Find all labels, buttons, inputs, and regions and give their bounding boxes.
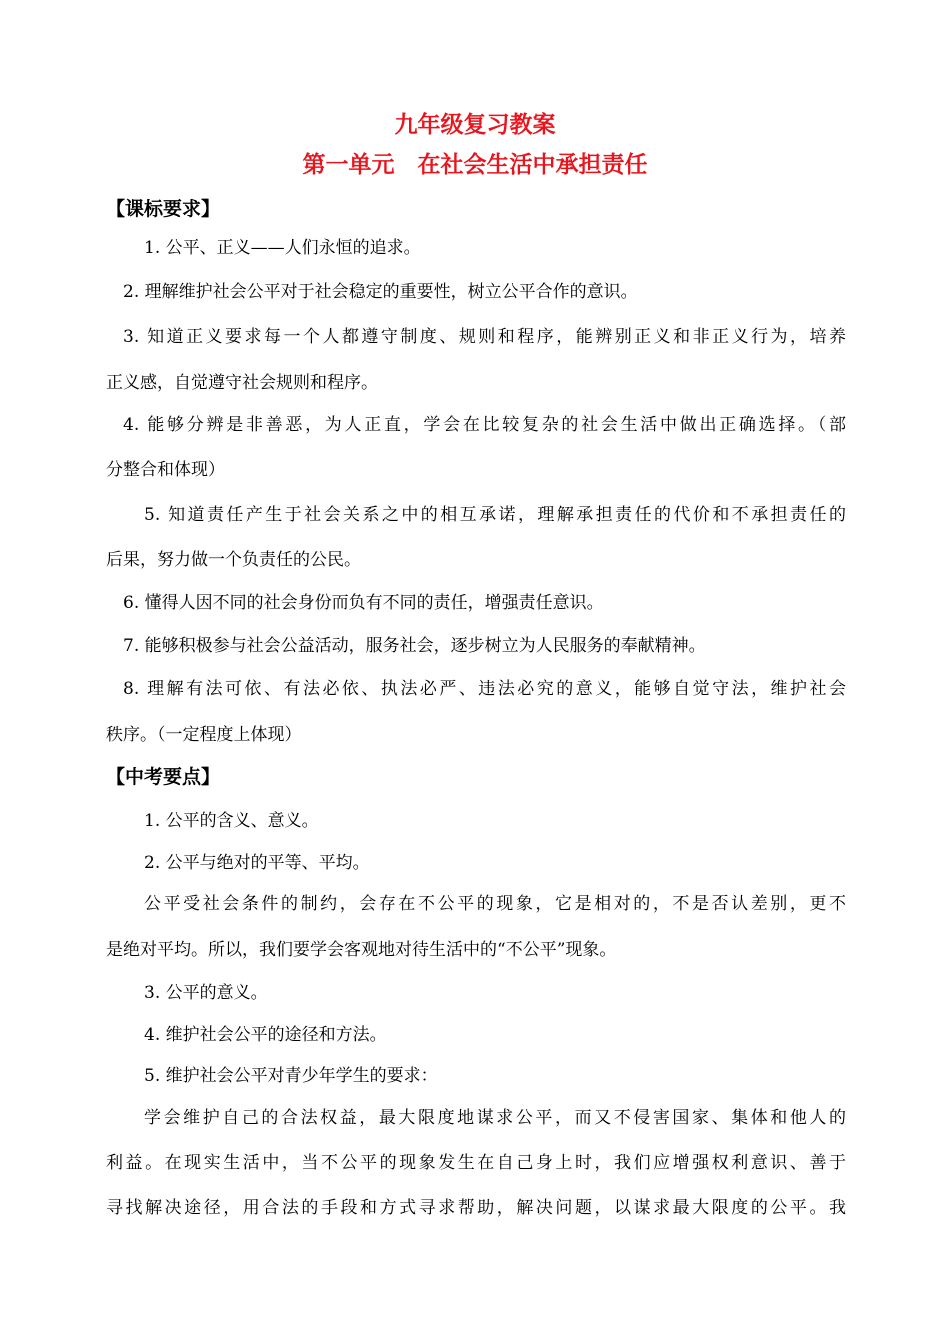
section-heading-exam-points: 【中考要点】 xyxy=(106,766,221,788)
curriculum-item-1: 1. 公平、正义——人们永恒的追求。 xyxy=(144,238,421,258)
exam-point-2: 2. 公平与绝对的平等、平均。 xyxy=(144,853,370,873)
curriculum-item-8-cont: 秩序。（一定程度上体现） xyxy=(106,725,302,745)
exam-point-2-text: 公平受社会条件的制约，会存在不公平的现象，它是相对的，不是否认差别，更不 xyxy=(144,894,846,914)
curriculum-item-6: 6. 懂得人因不同的社会身份而负有不同的责任，增强责任意识。 xyxy=(123,593,604,613)
curriculum-item-8: 8. 理解有法可依、有法必依、执法必严、违法必究的意义，能够自觉守法，维护社会 xyxy=(123,679,846,699)
exam-point-2-text-cont: 是绝对平均。所以，我们要学会客观地对待生活中的“不公平”现象。 xyxy=(106,940,617,960)
curriculum-item-2: 2. 理解维护社会公平对于社会稳定的重要性，树立公平合作的意识。 xyxy=(123,282,638,302)
curriculum-item-7: 7. 能够积极参与社会公益活动，服务社会，逐步树立为人民服务的奉献精神。 xyxy=(123,636,706,656)
exam-point-5-text-cont-1: 利益。在现实生活中，当不公平的现象发生在自己身上时，我们应增强权利意识、善于 xyxy=(106,1153,846,1173)
curriculum-item-3: 3. 知道正义要求每一个人都遵守制度、规则和程序，能辨别正义和非正义行为，培养 xyxy=(123,327,846,347)
document-title: 九年级复习教案 xyxy=(394,112,556,138)
curriculum-item-3-cont: 正义感，自觉遵守社会规则和程序。 xyxy=(106,373,378,393)
exam-point-1: 1. 公平的含义、意义。 xyxy=(144,811,319,831)
curriculum-item-4-cont: 分整合和体现） xyxy=(106,460,225,480)
exam-point-5: 5. 维护社会公平对青少年学生的要求： xyxy=(144,1066,438,1086)
exam-point-5-text: 学会维护自己的合法权益，最大限度地谋求公平，而又不侵害国家、集体和他人的 xyxy=(144,1108,846,1128)
exam-point-4: 4. 维护社会公平的途径和方法。 xyxy=(144,1025,387,1045)
curriculum-item-5-cont: 后果，努力做一个负责任的公民。 xyxy=(106,550,361,570)
exam-point-5-text-cont-2: 寻找解决途径，用合法的手段和方式寻求帮助，解决问题，以谋求最大限度的公平。我 xyxy=(106,1198,846,1218)
exam-point-3: 3. 公平的意义。 xyxy=(144,983,268,1003)
curriculum-item-5: 5. 知道责任产生于社会关系之中的相互承诺，理解承担责任的代价和不承担责任的 xyxy=(144,505,846,525)
curriculum-item-4: 4. 能够分辨是非善恶，为人正直，学会在比较复杂的社会生活中做出正确选择。（部 xyxy=(123,415,846,435)
section-heading-curriculum: 【课标要求】 xyxy=(106,198,221,220)
unit-title: 第一单元 在社会生活中承担责任 xyxy=(302,152,648,178)
